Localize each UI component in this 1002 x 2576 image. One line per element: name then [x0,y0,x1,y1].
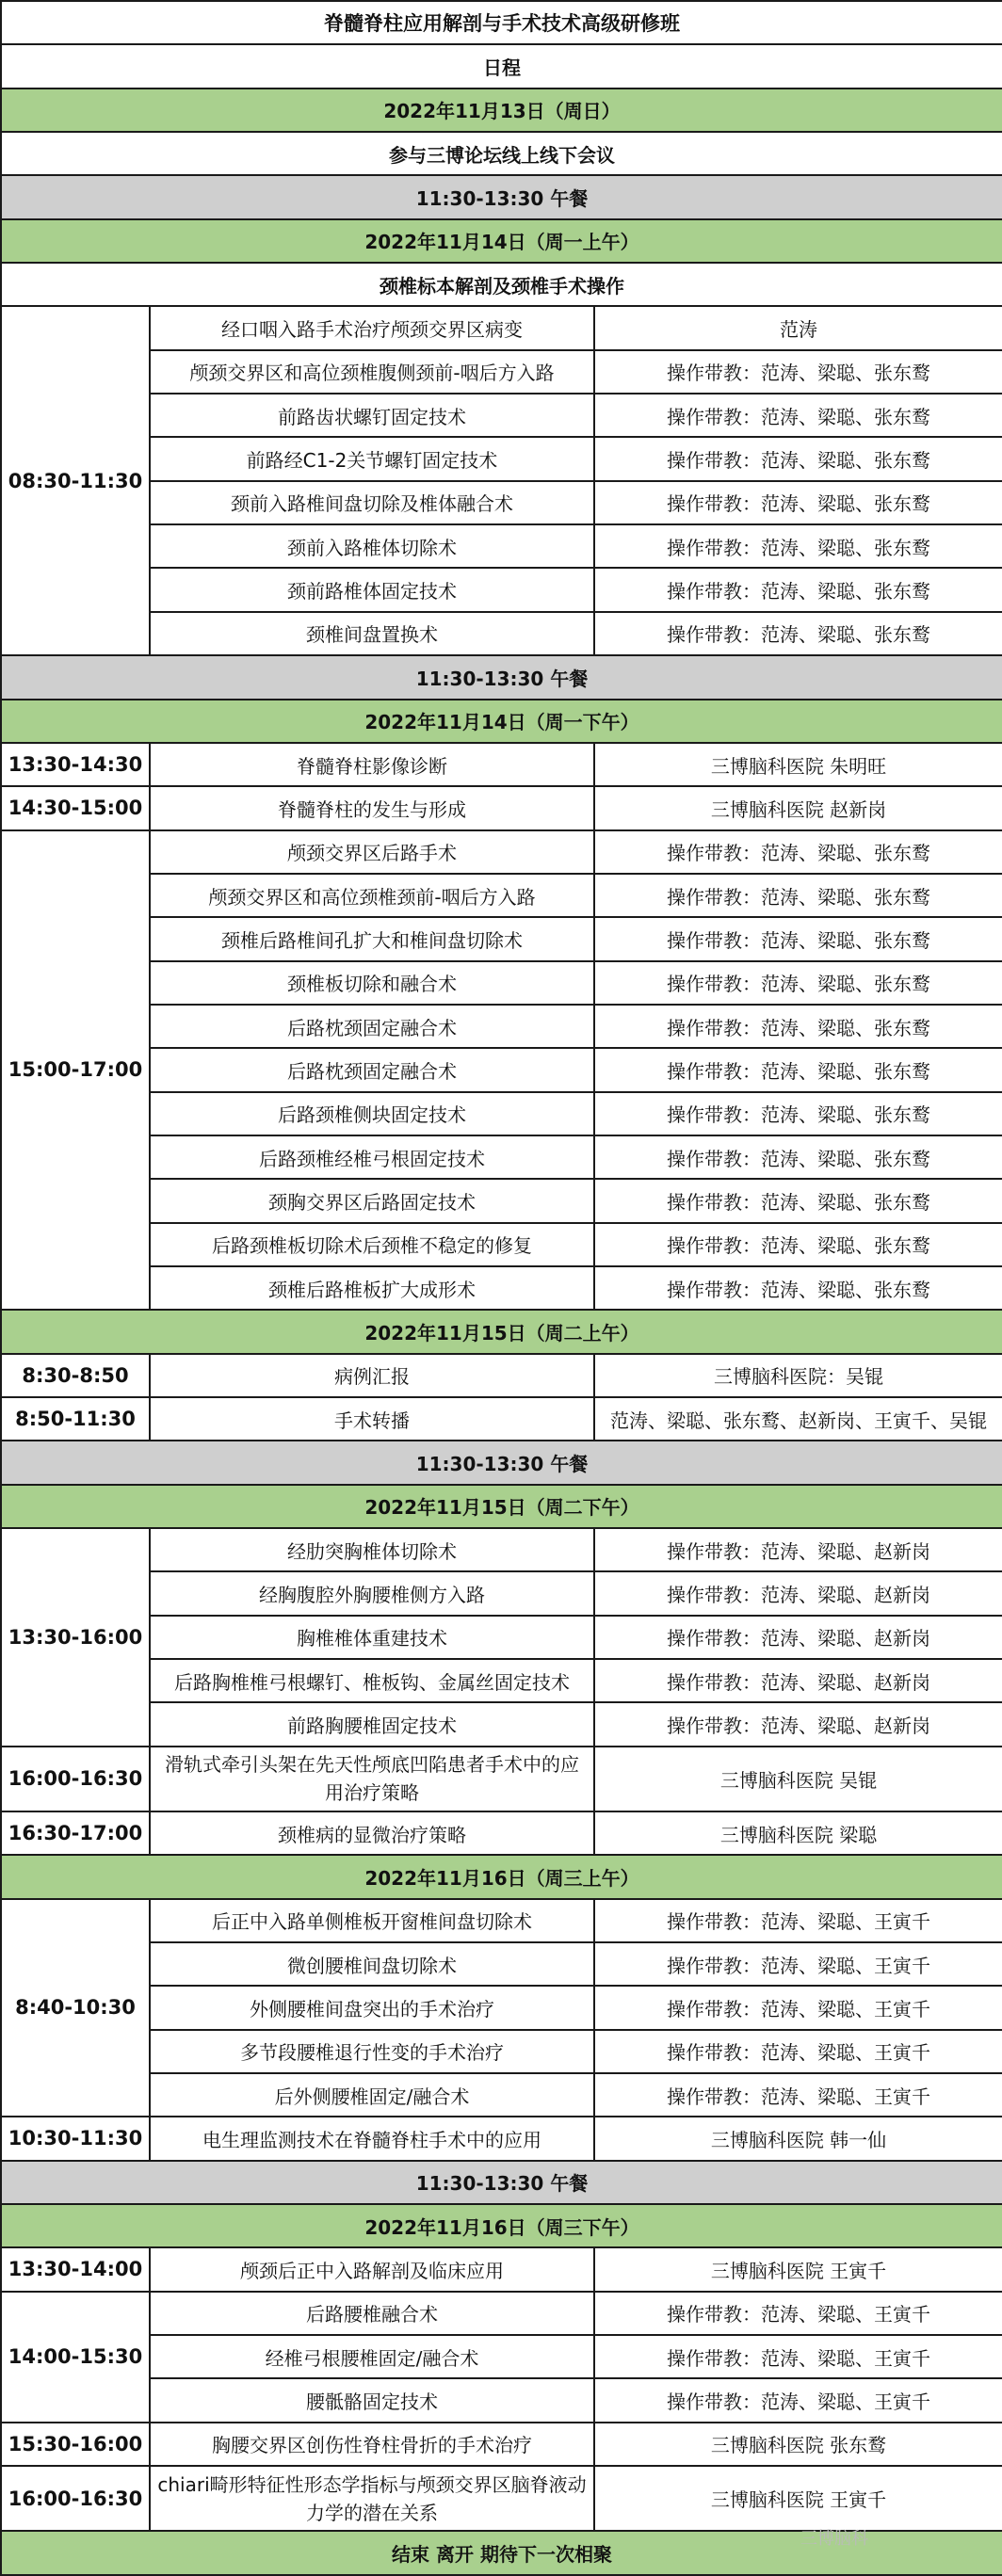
date-header: 2022年11月16日（周三下午） [1,2204,1002,2247]
date-header: 2022年11月14日（周一下午） [1,700,1002,743]
topic-cell: 滑轨式牵引头架在先天性颅底凹陷患者手术中的应用治疗策略 [150,1747,594,1811]
topic-cell: 颅颈交界区和高位颈椎腹侧颈前-咽后方入路 [150,350,594,394]
topic-cell: 腰骶骼固定技术 [150,2378,594,2422]
person-cell: 操作带教：范涛、梁聪、张东鹜 [594,612,1002,655]
time-cell: 10:30-11:30 [1,2117,150,2160]
person-cell: 操作带教：范涛、梁聪、张东鹜 [594,1179,1002,1222]
date-header: 2022年11月15日（周二上午） [1,1310,1002,1353]
topic-cell: 手术转播 [150,1397,594,1441]
topic-cell: 后路颈椎经椎弓根固定技术 [150,1135,594,1179]
meeting-row: 参与三博论坛线上线下会议 [1,132,1002,175]
person-cell: 操作带教：范涛、梁聪、张东鹜 [594,1135,1002,1179]
person-cell: 操作带教：范涛、梁聪、赵新岗 [594,1659,1002,1702]
schedule-label: 日程 [1,44,1002,88]
topic-cell: 颅颈交界区和高位颈椎颈前-咽后方入路 [150,874,594,917]
date-header: 2022年11月15日（周二下午） [1,1485,1002,1528]
topic-cell: 颈胸交界区后路固定技术 [150,1179,594,1222]
topic-cell: 前路经C1-2关节螺钉固定技术 [150,437,594,480]
topic-cell: 脊髓脊柱的发生与形成 [150,786,594,829]
topic-cell: 后路枕颈固定融合术 [150,1048,594,1091]
person-cell: 操作带教：范涛、梁聪、王寅千 [594,2335,1002,2378]
closing-row: 结束 离开 期待下一次相聚 [1,2531,1002,2575]
person-cell: 操作带教：范涛、梁聪、张东鹜 [594,874,1002,917]
person-cell: 三博脑科医院 张东鹜 [594,2423,1002,2466]
person-cell: 操作带教：范涛、梁聪、张东鹜 [594,1266,1002,1310]
topic-cell: 后路腰椎融合术 [150,2292,594,2335]
person-cell: 三博脑科医院 梁聪 [594,1811,1002,1855]
topic-cell: 颈椎后路椎间孔扩大和椎间盘切除术 [150,917,594,960]
person-cell: 操作带教：范涛、梁聪、张东鹜 [594,1005,1002,1048]
person-cell: 操作带教：范涛、梁聪、王寅千 [594,2292,1002,2335]
date-header: 2022年11月14日（周一上午） [1,219,1002,263]
topic-cell: 病例汇报 [150,1354,594,1397]
time-cell: 14:30-15:00 [1,786,150,829]
person-cell: 操作带教：范涛、梁聪、赵新岗 [594,1528,1002,1571]
topic-cell: chiari畸形特征性形态学指标与颅颈交界区脑脊液动力学的潜在关系 [150,2466,594,2531]
topic-cell: 后路颈椎板切除术后颈椎不稳定的修复 [150,1223,594,1266]
person-cell: 操作带教：范涛、梁聪、王寅千 [594,2378,1002,2422]
topic-cell: 颈前入路椎体切除术 [150,524,594,568]
topic-cell: 颈椎病的显微治疗策略 [150,1811,594,1855]
person-cell: 三博脑科医院：吴锟 [594,1354,1002,1397]
topic-cell: 颈椎间盘置换术 [150,612,594,655]
time-cell: 15:30-16:00 [1,2423,150,2466]
time-cell: 8:40-10:30 [1,1899,150,2117]
topic-cell: 胸椎椎体重建技术 [150,1616,594,1659]
person-cell: 范涛、梁聪、张东鹜、赵新岗、王寅千、吴锟 [594,1397,1002,1441]
person-cell: 操作带教：范涛、梁聪、赵新岗 [594,1616,1002,1659]
person-cell: 范涛 [594,306,1002,349]
person-cell: 操作带教：范涛、梁聪、张东鹜 [594,1223,1002,1266]
topic-cell: 经肋突胸椎体切除术 [150,1528,594,1571]
topic-cell: 脊髓脊柱影像诊断 [150,743,594,786]
topic-cell: 经椎弓根腰椎固定/融合术 [150,2335,594,2378]
topic-cell: 电生理监测技术在脊髓脊柱手术中的应用 [150,2117,594,2160]
topic-cell: 颅颈后正中入路解剖及临床应用 [150,2247,594,2291]
date-header: 2022年11月13日（周日） [1,89,1002,132]
topic-cell: 微创腰椎间盘切除术 [150,1942,594,1986]
time-cell: 16:00-16:30 [1,1747,150,1811]
person-cell: 操作带教：范涛、梁聪、张东鹜 [594,1048,1002,1091]
topic-cell: 颈前路椎体固定技术 [150,568,594,611]
time-cell: 8:50-11:30 [1,1397,150,1441]
person-cell: 操作带教：范涛、梁聪、张东鹜 [594,350,1002,394]
person-cell: 操作带教：范涛、梁聪、张东鹜 [594,568,1002,611]
topic-cell: 胸腰交界区创伤性脊柱骨折的手术治疗 [150,2423,594,2466]
topic-cell: 颈椎板切除和融合术 [150,961,594,1005]
table-title: 脊髓脊柱应用解剖与手术技术高级研修班 [1,1,1002,44]
topic-cell: 前路齿状螺钉固定技术 [150,394,594,437]
topic-cell: 多节段腰椎退行性变的手术治疗 [150,2030,594,2073]
person-cell: 操作带教：范涛、梁聪、赵新岗 [594,1702,1002,1746]
lunch-row: 11:30-13:30 午餐 [1,655,1002,699]
topic-cell: 颅颈交界区后路手术 [150,830,594,874]
topic-cell: 经口咽入路手术治疗颅颈交界区病变 [150,306,594,349]
time-cell: 13:30-14:00 [1,2247,150,2291]
person-cell: 三博脑科医院 王寅千 [594,2247,1002,2291]
topic-cell: 颈前入路椎间盘切除及椎体融合术 [150,481,594,524]
time-cell: 13:30-14:30 [1,743,150,786]
person-cell: 操作带教：范涛、梁聪、赵新岗 [594,1571,1002,1615]
topic-cell: 后路枕颈固定融合术 [150,1005,594,1048]
topic-cell: 前路胸腰椎固定技术 [150,1702,594,1746]
topic-cell: 后路胸椎椎弓根螺钉、椎板钩、金属丝固定技术 [150,1659,594,1702]
lunch-row: 11:30-13:30 午餐 [1,1441,1002,1484]
person-cell: 操作带教：范涛、梁聪、张东鹜 [594,961,1002,1005]
lunch-row: 11:30-13:30 午餐 [1,2161,1002,2204]
section-topic: 颈椎标本解剖及颈椎手术操作 [1,263,1002,306]
person-cell: 操作带教：范涛、梁聪、张东鹜 [594,437,1002,480]
time-cell: 08:30-11:30 [1,306,150,655]
person-cell: 三博脑科医院 赵新岗 [594,786,1002,829]
date-header: 2022年11月16日（周三上午） [1,1855,1002,1898]
topic-cell: 后外侧腰椎固定/融合术 [150,2073,594,2117]
person-cell: 操作带教：范涛、梁聪、王寅千 [594,2030,1002,2073]
time-cell: 8:30-8:50 [1,1354,150,1397]
person-cell: 操作带教：范涛、梁聪、王寅千 [594,1942,1002,1986]
watermark: 三博脑科 [800,2529,868,2549]
person-cell: 操作带教：范涛、梁聪、张东鹜 [594,830,1002,874]
person-cell: 操作带教：范涛、梁聪、张东鹜 [594,524,1002,568]
person-cell: 三博脑科医院 朱明旺 [594,743,1002,786]
topic-cell: 外侧腰椎间盘突出的手术治疗 [150,1986,594,2029]
person-cell: 操作带教：范涛、梁聪、张东鹜 [594,481,1002,524]
topic-cell: 颈椎后路椎板扩大成形术 [150,1266,594,1310]
person-cell: 三博脑科医院 韩一仙 [594,2117,1002,2160]
person-cell: 三博脑科医院 吴锟 [594,1747,1002,1811]
person-cell: 操作带教：范涛、梁聪、王寅千 [594,1986,1002,2029]
time-cell: 16:00-16:30 [1,2466,150,2531]
person-cell: 操作带教：范涛、梁聪、张东鹜 [594,917,1002,960]
person-cell: 操作带教：范涛、梁聪、张东鹜 [594,394,1002,437]
lunch-row: 11:30-13:30 午餐 [1,175,1002,218]
topic-cell: 后正中入路单侧椎板开窗椎间盘切除术 [150,1899,594,1942]
person-cell: 操作带教：范涛、梁聪、王寅千 [594,2073,1002,2117]
person-cell: 操作带教：范涛、梁聪、王寅千 [594,1899,1002,1942]
topic-cell: 经胸腹腔外胸腰椎侧方入路 [150,1571,594,1615]
person-cell: 操作带教：范涛、梁聪、张东鹜 [594,1092,1002,1135]
person-cell: 三博脑科医院 王寅千 [594,2466,1002,2531]
time-cell: 16:30-17:00 [1,1811,150,1855]
time-cell: 15:00-17:00 [1,830,150,1311]
time-cell: 13:30-16:00 [1,1528,150,1747]
time-cell: 14:00-15:30 [1,2292,150,2423]
topic-cell: 后路颈椎侧块固定技术 [150,1092,594,1135]
